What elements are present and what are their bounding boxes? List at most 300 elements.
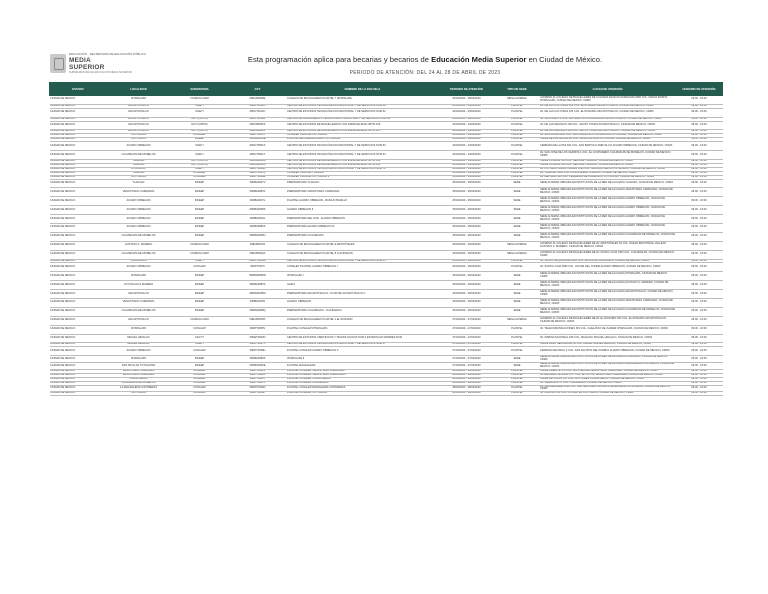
table-cell: CIUDAD DE MEXICO xyxy=(50,117,107,121)
title-bold: Educación Media Superior xyxy=(431,55,527,64)
table-cell: 25/04/2023 - 25/04/2023 xyxy=(439,163,495,167)
table-cell: IZTAPALAPA xyxy=(107,96,171,105)
table-cell: CENTRO DE ESTUDIOS TECNOLÓGICOS INDUSTRIAL Y DE SERVICIOS NUM 76 xyxy=(287,167,439,171)
table-cell: CALLE DR. LUCIO 151 COL. DOCTORES CUAUHTEMOC, CIUDAD DE MEXICO, CDMX xyxy=(540,377,676,381)
table-cell: CIUDAD DE MEXICO xyxy=(50,232,107,241)
table-cell: AZCAPOTZALCO xyxy=(107,117,171,121)
table-cell: SAN NICOLAS TOTOLAPAN xyxy=(107,363,171,370)
table-cell: CIUDAD DE MEXICO xyxy=(50,373,107,377)
table-cell: 09DCB0039S xyxy=(229,163,287,167)
table-cell: PLANTEL CONALEP VENUSTIANO CARRANZA I xyxy=(287,369,439,373)
table-cell: SEDE ALTERNA UBICADA EN INSTITUCIÓN DE LA RED DE ALCALDÍA ALVARO OBREGON, CIUDAD DE MEXICO, CDMX xyxy=(540,223,676,232)
table-cell: INFEEP xyxy=(171,179,229,188)
table-cell: CIUDAD DE MEXICO xyxy=(50,290,107,299)
table-cell: 24/04/2023 - 24/04/2023 xyxy=(439,151,495,160)
table-cell: PLANTEL xyxy=(495,263,540,272)
table-cell: PLANTEL CONALEP VENUSTIANO CARRANZA II xyxy=(287,373,439,377)
table-cell: 24/04/2023 - 24/04/2023 xyxy=(439,117,495,121)
table-cell: COLEGIO DE BACHILLERES PLANTEL 8 CUAJIMALPA xyxy=(287,250,439,259)
table-cell: CUAJIMALPA xyxy=(107,259,171,263)
table-cell: INFEEP xyxy=(171,363,229,370)
table-cell: 09:00 - 16:00 xyxy=(676,197,723,206)
table-cell: PLANTEL xyxy=(495,104,540,108)
table-cell: AZCAPOTZALCO xyxy=(107,121,171,130)
table-cell: CIUDAD DE MEXICO xyxy=(50,272,107,281)
title-suffix: en Ciudad de México. xyxy=(526,55,603,64)
table-cell: 09DET0003N xyxy=(229,334,287,343)
table-cell: CIUDAD DE MEXICO xyxy=(50,250,107,259)
table-cell: ALTERNO AL COLEGIO DE BACHILLERES DE AV. ARISTÓTELES 64 COL. NUEVA INDUSTRIAL VALLEJO GUSTAVO A. MADERO, CIUDAD DE MEXICO, CDMX xyxy=(540,241,676,250)
table-cell: 24/04/2023 - 24/04/2023 xyxy=(439,138,495,142)
table-cell: SEDE xyxy=(495,290,540,299)
table-cell: 09:00 - 16:00 xyxy=(676,134,723,138)
table-cell: CALLE DE LAS BRISAS 20 COL. SANTA URSULA COYOACÁN, CIUDAD DE MEXICO, CDMX xyxy=(540,138,676,142)
table-cell: 09:00 - 16:00 xyxy=(676,316,723,325)
logo-bottom-text: SUBSECRETARÍA DE EDUCACIÓN MEDIA SUPERIOR xyxy=(69,71,132,74)
table-cell: ALTERNO AL COLEGIO DE BACHILLERES DE AV. EL ROSARIO S/N COL. EL ROSARIO AZCAPOTZALCO, CIUDAD DE MEXICO, CDMX xyxy=(540,316,676,325)
table-cell: 28/04/2023 - 28/04/2023 xyxy=(439,385,495,392)
table-cell: AV. SAN PABLO 2 COL. SAN MARTIN XOCHINAHUAC AZCAPOTZALCO, CIUDAD DE MEXICO, CDMX xyxy=(540,117,676,121)
table-cell: 09:00 - 16:00 xyxy=(676,179,723,188)
table-cell: CIUDAD DE MEXICO xyxy=(50,343,107,347)
table-row xyxy=(50,188,723,197)
table-cell: CENTRO DE ESTUDIOS DE BACHILLERATO CON ESPECIALIDAD CBTIS 105 xyxy=(287,130,439,134)
table-cell: 09DCB0012P xyxy=(229,130,287,134)
table-cell: MIGUEL HIDALGO xyxy=(107,334,171,343)
table-cell: SEDE ALTERNA UBICADA EN INSTITUCIÓN DE LA RED DE ALCALDÍA IZTAPALAPA, CIUDAD DE MEXICO, CDMX xyxy=(540,272,676,281)
table-cell: CIUDAD DE MEXICO xyxy=(50,307,107,316)
table-cell: CONALEP xyxy=(171,369,229,373)
table-cell: 25/04/2023 - 25/04/2023 xyxy=(439,167,495,171)
table-cell: INFEEP xyxy=(171,188,229,197)
table-cell: 24/04/2023 - 24/04/2023 xyxy=(439,130,495,134)
table-cell: 09:00 - 16:00 xyxy=(676,175,723,179)
table-cell: AV. DE LAS GRANJAS 100 COL. SANTO TOMAS AZCAPOTZALCO, CIUDAD DE MEXICO, CDMX xyxy=(540,130,676,134)
table-cell: CONALEP PLANTEL COYOACÁN II xyxy=(287,175,439,179)
table-cell: ALTERNO AL COLEGIO DE BACHILLERES DE AV. SANTA LUCIA 7900 COL. CUAJIMALPA, CIUDAD DE MEXICO, CDMX xyxy=(540,250,676,259)
table-cell: 09DBH0083V xyxy=(229,188,287,197)
table-cell: CIUDAD DE MEXICO xyxy=(50,241,107,250)
column-header: NOMBRE DE LA ESCUELA xyxy=(287,83,439,96)
table-cell: PLANTEL xyxy=(495,134,540,138)
table-cell: 09DCT0043B xyxy=(229,259,287,263)
table-cell: CIUDAD DE MEXICO xyxy=(50,142,107,151)
table-cell: ALTERNO AL COLEGIO DE BACHILLERES DE CALZADA IGNACIO ZARAGOZA 3090 COL. NUEVA ROSITA IZTAPALAPA, CUIDAD DE MEXICO, CDMX xyxy=(540,96,676,105)
table-cell: 09DBH0080E xyxy=(229,138,287,142)
table-row xyxy=(50,142,723,151)
table-cell: INFEEP xyxy=(171,232,229,241)
table-cell: CENTRO DE ESTUDIOS DE BACHILLERATO CON ESPECIALIDAD CBTIS 105 xyxy=(287,121,439,130)
table-cell: SEDE xyxy=(495,188,540,197)
table-row xyxy=(50,206,723,215)
table-cell: CUAUHTEMOC xyxy=(107,377,171,381)
column-header: ESTADO xyxy=(50,83,107,96)
table-cell: ALVARO OBREGON xyxy=(107,263,171,272)
table-cell: CIUDAD DE MEXICO xyxy=(50,363,107,370)
table-cell: ALVARO OBREGON xyxy=(107,206,171,215)
table-cell: 09DBH0088Q xyxy=(229,307,287,316)
table-cell: SEDE xyxy=(495,363,540,370)
table-cell: 24/04/2023 - 24/04/2023 xyxy=(439,108,495,117)
table-cell: 09:00 - 16:00 xyxy=(676,130,723,134)
table-cell: PLANTEL xyxy=(495,117,540,121)
table-cell: CIUDAD DE MEXICO xyxy=(50,263,107,272)
table-cell: 24/04/2023 - 28/04/2023 xyxy=(439,96,495,105)
table-cell: AV. DE LAS GRANJAS 100 COL. SANTO TOMAS AZCAPOTZALCO, CIUDAD DE MEXICO, CDMX xyxy=(540,121,676,130)
table-cell: SEDE xyxy=(495,232,540,241)
table-cell: SEDE xyxy=(495,307,540,316)
table-cell: COLBACH HMX xyxy=(171,96,229,105)
table-cell: CALLE ORIENTE 172 COL. MOCTEZUMA VENUSTIANO CARRANZA, CIUDAD DE MEXICO, CDMX xyxy=(540,369,676,373)
table-cell: 26/04/2023 - 26/04/2023 xyxy=(439,259,495,263)
table-cell: CUAJIMALPA DE MORELOS xyxy=(107,232,171,241)
table-cell: DGTI (CBTIS) xyxy=(171,130,229,134)
table-cell: PLANTEL xyxy=(495,175,540,179)
table-cell: SEDE xyxy=(495,299,540,308)
table-cell: 28/04/2023 - 28/04/2023 xyxy=(439,392,495,396)
column-header: CCT xyxy=(229,83,287,96)
table-cell: AV. VASCO DE QUIROGA 3000 COL. SANTA FE CUAJIMALPA, CIUDAD DE MEXICO, CDMX xyxy=(540,259,676,263)
table-row xyxy=(50,290,723,299)
table-cell: CIUDAD DE MEXICO xyxy=(50,316,107,325)
table-cell: CENTRO DE ESTUDIOS TECNOLÓGICOS INDUSTRIAL Y DE SERVICIOS NUM 52 xyxy=(287,104,439,108)
table-cell: COLBACH HMX xyxy=(171,250,229,259)
table-cell: PLANTEL MAGDALENA xyxy=(287,363,439,370)
table-cell: PLANTEL xyxy=(495,121,540,130)
table-cell: 09:00 - 16:00 xyxy=(676,241,723,250)
table-cell: 09:00 - 16:00 xyxy=(676,272,723,281)
table-cell: 09:00 - 16:00 xyxy=(676,343,723,347)
table-cell: ALVARO OBREGON II xyxy=(287,206,439,215)
table-cell: 25/04/2023 - 25/04/2023 xyxy=(439,223,495,232)
column-header: SUBSISTEMA xyxy=(171,83,229,96)
table-row xyxy=(50,392,723,396)
table-cell: COYOACAN xyxy=(107,175,171,179)
table-cell: IZTAPALAPA xyxy=(107,325,171,334)
table-cell: CONALEP xyxy=(171,134,229,138)
page-title xyxy=(120,55,730,64)
table-cell: 09:00 - 16:00 xyxy=(676,232,723,241)
table-cell: 28/04/2023 - 28/04/2023 xyxy=(439,377,495,381)
table-cell: GUSTAVO A. MADERO xyxy=(107,241,171,250)
table-cell: CIUDAD DE MEXICO xyxy=(50,179,107,188)
table-cell: GAM II xyxy=(287,281,439,290)
table-cell: CENTRO DE ESTUDIOS TECNOLÓGICOS INDUSTRIAL Y DE SERVICIOS NUM 52 xyxy=(287,108,439,117)
table-cell: 09:00 - 16:00 xyxy=(676,159,723,163)
table-cell: 25/04/2023 - 25/04/2023 xyxy=(439,206,495,215)
table-cell: CONALEP xyxy=(171,347,229,356)
table-cell: AV. MARINA NACIONAL 180 COL. ANAHUAC MIGUEL HIDALGO, CIUDAD DE MEXICO, CDMX xyxy=(540,334,676,343)
table-cell: 25/04/2023 - 25/04/2023 xyxy=(439,215,495,224)
table-cell: PREPARATORIA DEL SUR - ALVARO OBREGON xyxy=(287,215,439,224)
table-cell: INFEEP xyxy=(171,223,229,232)
table-cell: CIUDAD DE MEXICO xyxy=(50,215,107,224)
table-cell: COYOACAN xyxy=(107,134,171,138)
table-cell: 28/04/2023 - 28/04/2023 xyxy=(439,373,495,377)
table-cell: CONALEP xyxy=(171,263,229,272)
table-cell: 09:00 - 16:00 xyxy=(676,250,723,259)
table-cell: 26/04/2023 - 26/04/2023 xyxy=(439,290,495,299)
table-cell: 09:00 - 16:00 xyxy=(676,307,723,316)
table-row xyxy=(50,363,723,370)
table-cell: 09DCT0012C xyxy=(229,104,287,108)
table-cell: PLANTEL xyxy=(495,385,540,392)
table-cell: AV. TLAHUAC 5600 COL. LA NOPALERA TLAHUAC, CIUDAD DE MEXICO, CDMX xyxy=(540,171,676,175)
table-cell: DGTI (CBTIS) xyxy=(171,159,229,163)
table-cell: 28/04/2023 - 28/04/2023 xyxy=(439,381,495,385)
table-cell: CIUDAD DE MEXICO xyxy=(50,188,107,197)
table-cell: 09DBH0087R xyxy=(229,281,287,290)
table-cell: CENTRO DE ESTUDIOS DE BACHILLERATO CON ESPECIALIDAD CBTIS 154 xyxy=(287,159,439,163)
table-cell: DGETI xyxy=(171,343,229,347)
table-cell: AZCAPOTZALCO xyxy=(107,104,171,108)
table-cell: IZTACALCO xyxy=(107,167,171,171)
table-cell: 09ECB0020A xyxy=(229,250,287,259)
table-cell: PLANTEL xyxy=(495,392,540,396)
table-cell: 09DBH0089P xyxy=(229,356,287,363)
table-cell: 09DPT0037I xyxy=(229,263,287,272)
table-cell: AV. PACIFICO 80 COL. LOS REYES COYOACAN, CIUDAD DE MEXICO, CDMX xyxy=(540,392,676,396)
table-cell: CIUDAD DE MEXICO xyxy=(50,334,107,343)
table-cell: 09DBH0037L xyxy=(229,197,287,206)
table-cell: CUAJIMALPA DE MORELOS xyxy=(107,307,171,316)
table-cell: SEDE ALTERNA UBICADA EN INSTITUCIÓN DE LA RED DE ALCALDÍA TLAHUAC, CIUDAD DE MEXICO, CDMX xyxy=(540,179,676,188)
table-cell: PLANTEL CONALEP IZTAPALAPA xyxy=(287,325,439,334)
table-cell: MIGUEL HIDALGO xyxy=(107,343,171,347)
table-cell: PLANTEL xyxy=(495,381,540,385)
table-cell: 09ECB0009E xyxy=(229,96,287,105)
table-cell: PLANTEL CONALEP ALVARO OBREGON II xyxy=(287,347,439,356)
table-cell: 09:00 - 16:00 xyxy=(676,138,723,142)
table-cell: CIUDAD DE MEXICO xyxy=(50,167,107,171)
table-cell: 09:00 - 16:00 xyxy=(676,171,723,175)
table-cell: PLANTEL xyxy=(495,373,540,377)
table-cell: PLANTEL xyxy=(495,159,540,163)
table-cell: 09:00 - 16:00 xyxy=(676,215,723,224)
table-cell: CIUDAD DE MEXICO xyxy=(50,197,107,206)
table-cell: IZTAPALAPA xyxy=(107,272,171,281)
table-cell: 09:00 - 16:00 xyxy=(676,325,723,334)
column-header: TIPO DE SEDE xyxy=(495,83,540,96)
table-cell: SEDE xyxy=(495,223,540,232)
table-cell: 09:00 - 16:00 xyxy=(676,356,723,363)
table-cell: COYOACAN & MADERO xyxy=(107,281,171,290)
table-cell: 27/04/2023 - 27/04/2023 xyxy=(439,334,495,343)
table-row xyxy=(50,316,723,325)
table-header-row xyxy=(50,83,723,96)
table-cell: 09:00 - 16:00 xyxy=(676,263,723,272)
logo-line-1: MEDIA xyxy=(69,57,91,64)
table-cell: SEDE ALTERNA UBICADA EN INSTITUCIÓN DE LA RED DE ALCALDÍA CUAJIMALPA DE MORELOS, CIUDAD DE MEXICO, CDMX xyxy=(540,307,676,316)
table-cell: CONALEP PLANTEL COYOACÁN xyxy=(287,134,439,138)
table-cell: CENTRO DE BACHILLERATO TECNOLÓGICO INDUSTRIAL Y DE SERVICIOS NUM 32 xyxy=(287,117,439,121)
table-cell: ALVARO OBREGON xyxy=(287,299,439,308)
table-cell: DGETI xyxy=(171,259,229,263)
table-cell: 24/04/2023 - 24/04/2023 xyxy=(439,121,495,130)
table-cell: INFEEP xyxy=(171,299,229,308)
table-cell: CIUDAD DE MEXICO xyxy=(50,369,107,373)
table-cell: 09:00 - 16:00 xyxy=(676,108,723,117)
table-cell: ALVARO OBREGON xyxy=(107,347,171,356)
table-cell: INFEEP xyxy=(171,215,229,224)
table-cell: CIUDAD DE MEXICO xyxy=(50,163,107,167)
table-cell: 09DBH0008U xyxy=(229,232,287,241)
table-cell: CIUDAD DE MEXICO xyxy=(50,356,107,363)
table-cell: 24/04/2023 - 24/04/2023 xyxy=(439,134,495,138)
table-cell: DGETI xyxy=(171,104,229,108)
table-cell: 09:00 - 16:00 xyxy=(676,381,723,385)
table-cell: PREPARATORIA AZCAPOTZALCO - PLANTEL AZCAPOTZALCO 1 xyxy=(287,290,439,299)
table-row xyxy=(50,223,723,232)
table-row xyxy=(50,232,723,241)
table-cell: 09DBH0086S xyxy=(229,223,287,232)
table-cell: AV. DEL IMAN 580 COL. PEDREGAL DE CARRASCO COYOACÁN, CIUDAD DE MEXICO, CDMX xyxy=(540,175,676,179)
table-cell: CIUDAD DE MEXICO xyxy=(50,385,107,392)
table-cell: CIUDAD DE MEXICO xyxy=(50,347,107,356)
table-cell: IZTAPALAPA I xyxy=(287,272,439,281)
table-cell: 09:00 - 16:00 xyxy=(676,363,723,370)
table-cell: IZTAPALAPA xyxy=(107,356,171,363)
table-cell: CUAJIMALPA DE MORELOS xyxy=(107,250,171,259)
table-cell: 26/04/2023 - 26/04/2023 xyxy=(439,299,495,308)
table-cell: 09DCT0031R xyxy=(229,117,287,121)
table-cell: CIUDAD DE MEXICO xyxy=(50,138,107,142)
table-cell: CIUDAD DE MEXICO xyxy=(50,299,107,308)
table-cell: COYOACAN xyxy=(107,138,171,142)
table-cell: CALLE CONDOR S/N COL. DEL MAR TLAHUAC, CIUDAD DE MEXICO, CDMX xyxy=(540,159,676,163)
table-cell: PLANTEL DE PREPARATORIA - COYOACÁN xyxy=(287,138,439,142)
table-cell: 09:00 - 16:00 xyxy=(676,167,723,171)
table-cell: 26/04/2023 - 26/04/2023 xyxy=(439,263,495,272)
table-cell: 09:00 - 16:00 xyxy=(676,96,723,105)
table-cell: 09ECB0015P xyxy=(229,316,287,325)
table-cell: CONALEP xyxy=(171,373,229,377)
table-cell: CIUDAD DE MEXICO xyxy=(50,121,107,130)
table-cell: CONALEP xyxy=(171,392,229,396)
table-cell: 27/04/2023 - 27/04/2023 xyxy=(439,325,495,334)
table-cell: 28/04/2023 - 28/04/2023 xyxy=(439,369,495,373)
table-cell: INFEEP xyxy=(171,307,229,316)
table-cell: COYOACAN xyxy=(107,392,171,396)
table-cell: 09:00 - 16:00 xyxy=(676,334,723,343)
table-cell: 09:00 - 16:00 xyxy=(676,369,723,373)
table-row xyxy=(50,325,723,334)
table-cell: AV. DE LAS CULTURAS 105 COL. EL ROSARIO AZCAPOTZALCO, CIUDAD DE MEXICO, CDMX xyxy=(540,104,676,108)
table-cell: MESA ALTERNA xyxy=(495,316,540,325)
table-cell: PLANTEL xyxy=(495,163,540,167)
table-cell: 25/04/2023 - 25/04/2023 xyxy=(439,171,495,175)
table-cell: 09ECB0004J xyxy=(229,241,287,250)
table-cell: SEDE ALTERNA UBICADA EN INSTITUCIÓN DE LA RED DE ALCALDÍA ALVARO OBREGON, CIUDAD DE MEXICO, CDMX xyxy=(540,206,676,215)
table-cell: ALVARO OBREGON xyxy=(107,223,171,232)
table-cell: CIUDAD DE MEXICO xyxy=(50,175,107,179)
table-cell: PLANTEL CONALEP COYOACAN xyxy=(287,392,439,396)
table-cell: PLANTEL xyxy=(495,130,540,134)
table-cell: 26/04/2023 - 26/04/2023 xyxy=(439,307,495,316)
table-row xyxy=(50,272,723,281)
logo-line-2: SUPERIOR xyxy=(69,64,105,71)
table-row xyxy=(50,215,723,224)
table-cell: PLANTEL xyxy=(495,259,540,263)
table-cell: CIUDAD DE MEXICO xyxy=(50,151,107,160)
logo-top-text: EDUCACIÓN · SECRETARÍA DE EDUCACIÓN PÚBLICA xyxy=(69,52,146,56)
table-cell: AV. VERACRUZ 27 COL. CUAJIMALPA, CIUDAD DE MEXICO, CDMX xyxy=(540,381,676,385)
table-cell: CERRADA DE LA PAZ S/N COL. SAN BARTOLO AMEYALCO ALVARO OBREGON, CIUDAD DE MEXICO, CDMX xyxy=(540,142,676,151)
table-row xyxy=(50,151,723,160)
table-cell: CIUDAD DE MEXICO xyxy=(50,96,107,105)
table-cell: 09DCT0051F xyxy=(229,142,287,151)
table-cell: CENTRO DE ESTUDIOS TECNOLÓGICOS INDUSTRIAL Y DE SERVICIOS NUM 54 xyxy=(287,151,439,160)
table-cell: CONALEP xyxy=(171,171,229,175)
table-row xyxy=(50,250,723,259)
table-cell: 09:00 - 16:00 xyxy=(676,188,723,197)
table-cell: 25/04/2023 - 25/04/2023 xyxy=(439,175,495,179)
table-cell: CONALEP xyxy=(171,175,229,179)
table-cell: 09:00 - 16:00 xyxy=(676,117,723,121)
table-cell: VENUSTIANO CARRANZA xyxy=(107,373,171,377)
table-cell: PLANTEL xyxy=(495,343,540,347)
title-prefix: Esta programación aplica para becarias y becarios de xyxy=(247,55,432,64)
table-cell: CONALEP xyxy=(171,381,229,385)
table-cell: 24/04/2023 - 24/04/2023 xyxy=(439,104,495,108)
table-cell: 24/04/2023 - 24/04/2023 xyxy=(439,142,495,151)
table-cell: CIUDAD DE MEXICO xyxy=(50,223,107,232)
table-cell: CALLE LAGO NEUCHATEL 50 COL. PENSIL MIGUEL HIDALGO, CIUDAD DE MEXICO, CDMX xyxy=(540,343,676,347)
table-cell: 09DPT0026Y xyxy=(229,377,287,381)
table-cell: PLANTEL xyxy=(495,167,540,171)
table-cell: 26/04/2023 - 26/04/2023 xyxy=(439,250,495,259)
column-header: PERIODO DE ATENCIÓN xyxy=(439,83,495,96)
table-cell: 09DPT0020E xyxy=(229,175,287,179)
table-cell: DGETI xyxy=(171,108,229,117)
table-cell: PLANTEL xyxy=(495,369,540,373)
table-cell: PLANTEL xyxy=(495,171,540,175)
table-cell: 09DBH0081L xyxy=(229,215,287,224)
table-cell: CENTRO DE ESTUDIOS TECNOLÓGICOS INDUSTRIAL Y DE SERVICIOS NUM 57 xyxy=(287,343,439,347)
table-cell: PREPARATORIA ALVARO OBREGON III xyxy=(287,223,439,232)
table-cell: DGTI (CBTIS) xyxy=(171,117,229,121)
table-cell: 09:00 - 16:00 xyxy=(676,223,723,232)
ems-logo xyxy=(50,52,146,76)
table-cell: SEDE xyxy=(495,206,540,215)
table-cell: 09DPT0033O xyxy=(229,385,287,392)
table-cell: INFEEP xyxy=(171,206,229,215)
table-cell: 09DBH0038K xyxy=(229,206,287,215)
table-cell: PLANTEL xyxy=(495,151,540,160)
table-cell: PLANTEL xyxy=(495,138,540,142)
table-cell: 09:00 - 16:00 xyxy=(676,373,723,377)
table-row xyxy=(50,197,723,206)
table-cell: INFEEP xyxy=(171,138,229,142)
table-cell: VENUSTIANO CARRANZA xyxy=(107,299,171,308)
table-cell: VENUSTIANO CARRANZA xyxy=(107,188,171,197)
column-header: LUGAR DE ATENCIÓN xyxy=(540,83,676,96)
table-cell: 09DBH0007V xyxy=(229,179,287,188)
table-cell: ALVARO OBREGON xyxy=(107,215,171,224)
table-cell: PREPARATORIA TLAHUAC xyxy=(287,179,439,188)
table-cell: 09DPT0047Q xyxy=(229,171,287,175)
table-cell: DGETI xyxy=(171,142,229,151)
table-cell: 26/04/2023 - 26/04/2023 xyxy=(439,281,495,290)
table-cell: LA MAGDALENA CONTRERAS xyxy=(107,385,171,392)
table-cell: CONALEP xyxy=(171,325,229,334)
table-cell: PLANTEL xyxy=(495,108,540,117)
table-cell: CERRADA DE PIRUL 3 COL. SAN AGUSTIN DEL PUEBLO ALVARO OBREGON, CIUDAD DE MEXICO, CDMX xyxy=(540,347,676,356)
column-header: HORARIO DE ATENCIÓN xyxy=(676,83,723,96)
table-cell: SEDE ALTERNA UBICADA EN INSTITUCIÓN DE LA RED DE ALCALDÍA AZCAPOTZALCO, CIUDAD DE MEXICO, CDMX xyxy=(540,290,676,299)
table-cell: 09:00 - 16:00 xyxy=(676,385,723,392)
table-cell: DGTI (CBTIS) xyxy=(171,121,229,130)
